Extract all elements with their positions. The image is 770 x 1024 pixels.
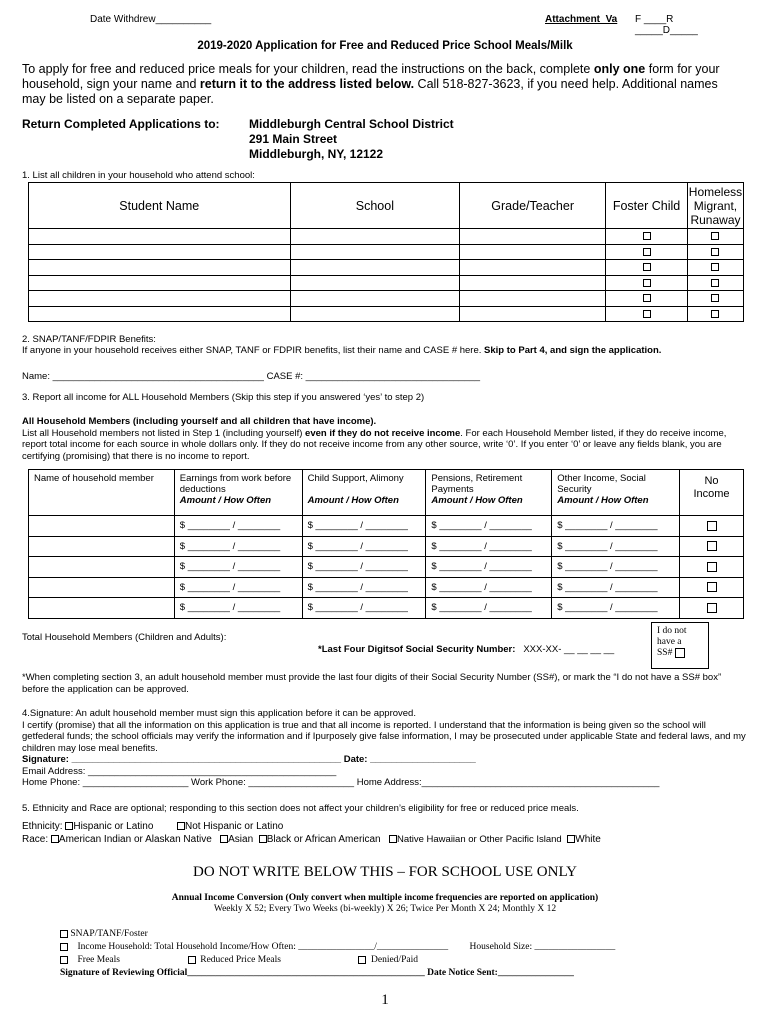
step5-heading: 5. Ethnicity and Race are optional; responding to this section does not affect your children’s eligibility for free or reduced price meals. [22, 803, 579, 814]
homeless-cell[interactable] [687, 275, 743, 291]
income-row [29, 536, 744, 557]
no-income-cell [680, 557, 744, 578]
no-income-checkbox[interactable] [707, 562, 717, 572]
member-name-cell[interactable] [29, 577, 175, 598]
no-income-checkbox[interactable] [707, 541, 717, 551]
foster-child-checkbox[interactable] [643, 279, 651, 287]
pensions-cell[interactable]: $ ________ / ________ [426, 598, 552, 619]
child-support-cell[interactable]: $ ________ / ________ [302, 598, 426, 619]
pensions-cell[interactable]: $ ________ / ________ [426, 577, 552, 598]
child-support-cell[interactable]: $ ________ / ________ [302, 557, 426, 578]
ssn-input[interactable]: XXX-XX- __ __ __ __ [523, 644, 615, 655]
attachment-label: Attachment_Va [545, 14, 618, 25]
pensions-cell[interactable]: $ ________ / ________ [426, 516, 552, 537]
pensions-cell[interactable]: $ ________ / ________ [426, 557, 552, 578]
signature-section: 4.Signature: An adult household member must sign this application before it can be approved. I certify (promise) that all the information on this application is true and that all income is reported. I understand that the information is being given so the school will getfederal funds; the school officials may verify the information and if Ipurposely give false information, I may be prosecuted under applicable State and federal laws, and my children may lose meal benefits. Signature: ___________________________________________________ Date: ____________________ Email Address: _______________________________________________ Home Phone: ____________________ Work Phone: ____________________ Home Address:_____________________________________________ [22, 708, 748, 789]
step2-section: 2. SNAP/TANF/FDPIR Benefits: If anyone in your household receives either SNAP, TANF or FDPIR benefits, list their name and CASE # here. Skip to Part 4, and sign the application. [22, 334, 662, 356]
school-cell[interactable] [290, 275, 460, 291]
homeless-checkbox[interactable] [711, 263, 719, 271]
foster-cell[interactable] [606, 244, 688, 260]
step3-heading: 3. Report all income for ALL Household Members (Skip this step if you answered ‘yes’ to step 2) [22, 392, 425, 403]
income-table-header [29, 470, 744, 516]
grade-teacher-cell[interactable] [460, 260, 606, 276]
child-row [29, 291, 744, 307]
step3-instructions: All Household Members (including yourself and all children that have income). List all Household members not listed in Step 1 (including yourself) even if they do not receive income. For each Household Member listed, if they do receive income, report total income for each source in whole dollars only. If they do not receive income from any other source, write ‘0’. If you enter ‘0’ or leave any fields blank, you are certifying (promising) that there is no income to report. [22, 416, 727, 462]
income-row [29, 598, 744, 619]
student-name-cell[interactable] [29, 229, 291, 245]
foster-cell[interactable] [606, 306, 688, 322]
pensions-cell[interactable]: $ ________ / ________ [426, 536, 552, 557]
income-table [28, 469, 744, 619]
col-no-income: No Income [680, 470, 744, 516]
email-line[interactable]: Email Address: _______________________________________________ [22, 765, 337, 777]
reduced-meals-checkbox[interactable] [188, 956, 196, 964]
other-income-cell[interactable]: $ ________ / ________ [552, 598, 680, 619]
child-support-cell[interactable]: $ ________ / ________ [302, 516, 426, 537]
member-name-cell[interactable] [29, 536, 175, 557]
office-codes: F ____R _____D_____ [635, 14, 698, 36]
student-name-cell[interactable] [29, 291, 291, 307]
earnings-cell[interactable]: $ ________ / ________ [174, 516, 302, 537]
children-table [28, 182, 744, 322]
child-support-cell[interactable]: $ ________ / ________ [302, 577, 426, 598]
office-section: SNAP/TANF/Foster Income Household: Total Household Income/How Often: ________________/_______________ Household Size: _________________ Free Meals Reduced Price Meals Denied/Paid Signature of Reviewing Official__________________________________________________ Date Notice Sent:________________ [60, 929, 616, 978]
income-conversion: Annual Income Conversion (Only convert when multiple income frequencies are reported on application) Weekly X 52; Every Two Weeks (bi-weekly) X 26; Twice Per Month X 24; Monthly X 12 [171, 893, 599, 914]
col-pensions: Pensions, Retirement Payments Amount / How Often [426, 470, 552, 516]
grade-teacher-cell[interactable] [460, 306, 606, 322]
income-row [29, 557, 744, 578]
no-income-cell [680, 577, 744, 598]
foster-cell[interactable] [606, 229, 688, 245]
homeless-checkbox[interactable] [711, 294, 719, 302]
foster-child-checkbox[interactable] [643, 248, 651, 256]
homeless-cell[interactable] [687, 229, 743, 245]
step1-label: 1. List all children in your household who attend school: [22, 170, 255, 181]
earnings-cell[interactable]: $ ________ / ________ [174, 536, 302, 557]
member-name-cell[interactable] [29, 516, 175, 537]
school-cell[interactable] [290, 260, 460, 276]
race-black-checkbox[interactable] [259, 835, 267, 843]
homeless-cell[interactable] [687, 244, 743, 260]
student-name-cell[interactable] [29, 260, 291, 276]
snap-name-case-line[interactable]: Name: ________________________________________ CASE #: _________________________________ [22, 371, 481, 382]
other-income-cell[interactable]: $ ________ / ________ [552, 557, 680, 578]
col-member-name: Name of household member [29, 470, 175, 516]
col-earnings: Earnings from work before deductions Amount / How Often [174, 470, 302, 516]
other-income-cell[interactable]: $ ________ / ________ [552, 577, 680, 598]
no-ssn-box: I do not have a SS# [651, 622, 709, 669]
homeless-cell[interactable] [687, 306, 743, 322]
child-row [29, 244, 744, 260]
foster-cell[interactable] [606, 260, 688, 276]
col-foster-child: Foster Child [606, 183, 688, 229]
earnings-cell[interactable]: $ ________ / ________ [174, 557, 302, 578]
return-label: Return Completed Applications to: [22, 117, 220, 131]
student-name-cell[interactable] [29, 306, 291, 322]
date-withdrew: Date Withdrew__________ [90, 14, 212, 25]
homeless-checkbox[interactable] [711, 279, 719, 287]
no-ssn-checkbox[interactable] [675, 648, 685, 658]
ssn-note: *When completing section 3, an adult household member must provide the last four digits of their Social Security Number (SS#), or mark the “I do not have a SS# box” before the application can be approved. [22, 672, 722, 695]
col-child-support: Child Support, Alimony Amount / How Often [302, 470, 426, 516]
homeless-checkbox[interactable] [711, 232, 719, 240]
foster-child-checkbox[interactable] [643, 294, 651, 302]
school-cell[interactable] [290, 244, 460, 260]
col-student-name: Student Name [29, 183, 291, 229]
child-row [29, 306, 744, 322]
race-american-indian-checkbox[interactable] [51, 835, 59, 843]
homeless-checkbox[interactable] [711, 310, 719, 318]
no-income-cell [680, 516, 744, 537]
snap-office-checkbox[interactable] [60, 930, 68, 938]
foster-cell[interactable] [606, 275, 688, 291]
child-support-cell[interactable]: $ ________ / ________ [302, 536, 426, 557]
member-name-cell[interactable] [29, 598, 175, 619]
ethnicity-race: Ethnicity: Hispanic or Latino Not Hispanic or Latino Race: American Indian or Alaskan Native Asian Black or African American Native Hawaiian or Other Pacific Island White [22, 821, 601, 845]
grade-teacher-cell[interactable] [460, 275, 606, 291]
intro-text: To apply for free and reduced price meals for your children, read the instructions on the back, complete only one form for your household, sign your name and return it to the address listed below. Call 518-827-3623, if you need help. Additional names may be listed on a separate paper. [22, 62, 720, 106]
member-name-cell[interactable] [29, 557, 175, 578]
not-hispanic-checkbox[interactable] [177, 822, 185, 830]
foster-child-checkbox[interactable] [643, 263, 651, 271]
col-homeless: Homeless Migrant, Runaway [688, 184, 743, 227]
homeless-cell[interactable] [687, 291, 743, 307]
other-income-cell[interactable]: $ ________ / ________ [552, 536, 680, 557]
grade-teacher-cell[interactable] [460, 291, 606, 307]
free-meals-checkbox[interactable] [60, 956, 68, 964]
phone-line[interactable]: Home Phone: ____________________ Work Phone: ____________________ Home Address:_____________________________________________ [22, 777, 660, 788]
col-grade-teacher: Grade/Teacher [460, 183, 606, 229]
student-name-cell[interactable] [29, 244, 291, 260]
grade-teacher-cell[interactable] [460, 244, 606, 260]
no-income-checkbox[interactable] [707, 521, 717, 531]
signature-line[interactable]: Signature: ___________________________________________________ Date: ____________________ [22, 754, 476, 765]
denied-checkbox[interactable] [358, 956, 366, 964]
ssn-row: *Last Four Digitsof Social Security Number: XXX-XX- __ __ __ __ [318, 644, 615, 655]
homeless-checkbox[interactable] [711, 248, 719, 256]
income-office-checkbox[interactable] [60, 943, 68, 951]
return-address: Middleburgh Central School District 291 Main Street Middleburgh, NY, 12122 [249, 117, 454, 161]
col-school: School [290, 183, 460, 229]
foster-child-checkbox[interactable] [643, 310, 651, 318]
no-income-cell [680, 598, 744, 619]
form-title: 2019-2020 Application for Free and Reduced Price School Meals/Milk [197, 40, 573, 52]
no-income-cell [680, 536, 744, 557]
page-number: 1 [381, 992, 389, 1008]
race-asian-checkbox[interactable] [220, 835, 228, 843]
foster-child-checkbox[interactable] [643, 232, 651, 240]
foster-cell[interactable] [606, 291, 688, 307]
school-cell[interactable] [290, 306, 460, 322]
children-table-header [29, 183, 744, 229]
other-income-cell[interactable]: $ ________ / ________ [552, 516, 680, 537]
earnings-cell[interactable]: $ ________ / ________ [174, 577, 302, 598]
school-cell[interactable] [290, 229, 460, 245]
grade-teacher-cell[interactable] [460, 229, 606, 245]
no-income-checkbox[interactable] [707, 603, 717, 613]
school-cell[interactable] [290, 291, 460, 307]
reviewer-signature-line[interactable]: Signature of Reviewing Official__________________________________________________ Date Notice Sent:________________ [60, 968, 574, 978]
school-use-heading: DO NOT WRITE BELOW THIS – FOR SCHOOL USE ONLY [193, 864, 577, 880]
total-members: Total Household Members (Children and Adults): [22, 632, 227, 643]
child-row [29, 275, 744, 291]
income-row [29, 577, 744, 598]
no-income-checkbox[interactable] [707, 582, 717, 592]
race-hawaiian-checkbox[interactable] [389, 835, 397, 843]
earnings-cell[interactable]: $ ________ / ________ [174, 598, 302, 619]
student-name-cell[interactable] [29, 275, 291, 291]
form-header [90, 14, 730, 36]
child-row [29, 260, 744, 276]
col-other-income: Other Income, Social Security Amount / How Often [552, 470, 680, 516]
income-row [29, 516, 744, 537]
child-row [29, 229, 744, 245]
homeless-cell[interactable] [687, 260, 743, 276]
